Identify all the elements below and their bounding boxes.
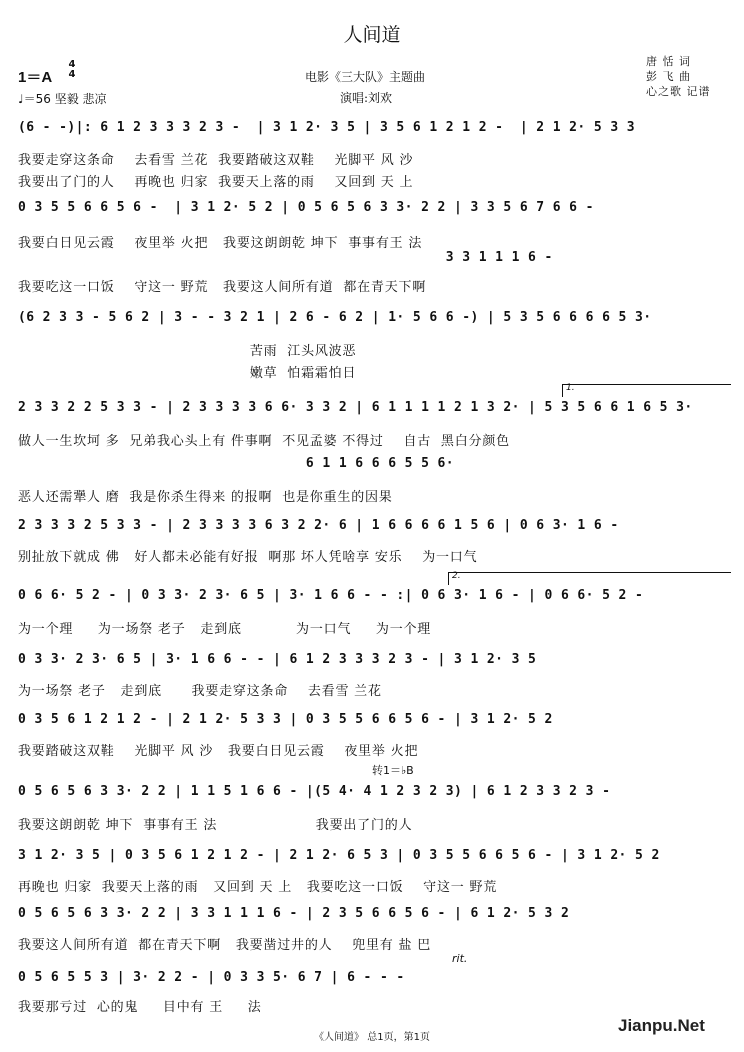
notation: 0 5 6 5 6 3 3· 2 2 | 3 3 1 1 1 6 - | 2 3 5 6 6 5 6 - | 6 1 2· 5 3 2 bbox=[18, 906, 570, 921]
lyric-line: 我要踏破这双鞋 光脚平 风 沙 我要白日见云霞 夜里举 火把 bbox=[18, 744, 419, 759]
composer-credit: 彭 飞 曲 bbox=[646, 70, 691, 83]
lyric-line: 为一场祭 老子 走到底 我要走穿这条命 去看雪 兰花 bbox=[18, 684, 382, 699]
staff-line-1 bbox=[18, 120, 730, 142]
lyric-line: 我要出了门的人 再晚也 归家 我要天上落的雨 又回到 天 上 bbox=[18, 175, 414, 190]
lyric-line: 苦雨 江头风波恶 bbox=[18, 344, 357, 359]
notation: 2 3 3 2 2 5 3 3 - | 2 3 3 3 3 6 6· 3 3 2 | 6 1 1 1 1 2 1 3 2· | 5 3 5 6 6 1 6 5 3· bbox=[18, 400, 693, 415]
lyric-line: 做人一生坎坷 多 兄弟我心头上有 件事啊 不见孟婆 不得过 自古 黑白分颜色 bbox=[18, 434, 510, 449]
staff-line-14 bbox=[18, 970, 730, 992]
staff-line-10 bbox=[18, 712, 730, 734]
notation: 0 6 6· 5 2 - | 0 3 3· 2 3· 6 5 | 3· 1 6 6 - - :| 0 6 3· 1 6 - | 0 6 6· 5 2 - bbox=[18, 588, 644, 603]
lyric-line: 我要这朗朗乾 坤下 事事有王 法 我要出了门的人 bbox=[18, 818, 413, 833]
staff-line-2 bbox=[18, 200, 730, 222]
lyric-line: 为一个理 为一场祭 老子 走到底 为一口气 为一个理 bbox=[18, 622, 432, 637]
staff-line-4 bbox=[18, 310, 730, 332]
key-signature: 1＝A bbox=[18, 69, 53, 86]
lyric-line: 我要白日见云霞 夜里举 火把 我要这朗朗乾 坤下 事事有王 法 bbox=[18, 236, 423, 251]
lyric-line: 别扯放下就成 佛 好人都未必能有好报 啊那 坏人凭啥享 安乐 为一口气 bbox=[18, 550, 478, 565]
volta-2: 2. bbox=[448, 572, 731, 585]
time-signature: 4 4 bbox=[68, 59, 76, 80]
staff-line-11 bbox=[18, 784, 730, 806]
notation: 0 3 5 5 6 6 5 6 - | 3 1 2· 5 2 | 0 5 6 5 6 3 3· 2 2 | 3 3 5 6 7 6 6 - bbox=[18, 200, 594, 215]
staff-line-9 bbox=[18, 652, 730, 674]
song-title: 人间道 bbox=[343, 24, 401, 46]
page-footer: 《人间道》 总1页，第1页 bbox=[314, 1032, 430, 1043]
lyric-line: 我要这人间所有道 都在青天下啊 我要凿过井的人 兜里有 盐 巴 bbox=[18, 938, 432, 953]
transcriber-credit: 心之歌 记谱 bbox=[646, 85, 711, 98]
modulation-mark: 转1＝♭B bbox=[372, 764, 414, 777]
lyric-line: 再晚也 归家 我要天上落的雨 又回到 天 上 我要吃这一口饭 守这一 野荒 bbox=[18, 880, 498, 895]
notation: 3 3 1 1 1 6 - bbox=[18, 250, 553, 265]
staff-line-3 bbox=[18, 250, 730, 272]
staff-line-7 bbox=[18, 518, 730, 540]
tempo-mark: ♩＝56 坚毅 悲凉 bbox=[18, 92, 107, 106]
lyric-line: 我要那亏过 心的鬼 目中有 王 法 bbox=[18, 1000, 262, 1015]
notation: (6 2 3 3 - 5 6 2 | 3 - - 3 2 1 | 2 6 - 6 2 | 1· 5 6 6 -) | 5 3 5 6 6 6 6 5 3· bbox=[18, 310, 652, 325]
lyric-line: 我要吃这一口饭 守这一 野荒 我要这人间所有道 都在青天下啊 bbox=[18, 280, 427, 295]
volta-1: 1. bbox=[562, 384, 731, 397]
staff-line-8 bbox=[18, 588, 730, 610]
notation: 3 1 2· 3 5 | 0 3 5 6 1 2 1 2 - | 2 1 2· 6 5 3 | 0 3 5 5 6 6 5 6 - | 3 1 2· 5 2 bbox=[18, 848, 660, 863]
notation: 0 3 3· 2 3· 6 5 | 3· 1 6 6 - - | 6 1 2 3 3 3 2 3 - | 3 1 2· 3 5 bbox=[18, 652, 537, 667]
staff-line-6 bbox=[18, 456, 730, 478]
watermark-logo: Jianpu.Net bbox=[618, 1016, 705, 1035]
ritardando-mark: rit. bbox=[452, 952, 468, 965]
staff-line-5 bbox=[18, 400, 730, 422]
lyric-line: 嫩草 怕霜霜怕日 bbox=[18, 366, 357, 381]
lyricist-credit: 唐 恬 词 bbox=[646, 55, 691, 68]
notation: 6 1 1 6 6 6 5 5 6· bbox=[18, 456, 455, 471]
notation: 0 5 6 5 6 3 3· 2 2 | 1 1 5 1 6 6 - |(5 4· 4 1 2 3 2 3) | 6 1 2 3 3 2 3 - bbox=[18, 784, 611, 799]
notation: 2 3 3 3 2 5 3 3 - | 2 3 3 3 3 6 3 2 2· 6 | 1 6 6 6 6 1 5 6 | 0 6 3· 1 6 - bbox=[18, 518, 619, 533]
notation: 0 5 6 5 5 3 | 3· 2 2 - | 0 3 3 5· 6 7 | 6 - - - bbox=[18, 970, 405, 985]
staff-line-13 bbox=[18, 906, 730, 928]
notation: 0 3 5 6 1 2 1 2 - | 2 1 2· 5 3 3 | 0 3 5 5 6 6 5 6 - | 3 1 2· 5 2 bbox=[18, 712, 553, 727]
lyric-line: 恶人还需犟人 磨 我是你杀生得来 的报啊 也是你重生的因果 bbox=[18, 490, 393, 505]
film-subtitle: 电影《三大队》主题曲 bbox=[305, 70, 426, 84]
lyric-line: 我要走穿这条命 去看雪 兰花 我要踏破这双鞋 光脚平 风 沙 bbox=[18, 153, 414, 168]
notation: (6 - -)|: 6 1 2 3 3 3 2 3 - | 3 1 2· 3 5 | 3 5 6 1 2 1 2 - | 2 1 2· 5 3 3 bbox=[18, 120, 635, 135]
singer-credit: 演唱:刘欢 bbox=[340, 91, 393, 105]
staff-line-12 bbox=[18, 848, 730, 870]
